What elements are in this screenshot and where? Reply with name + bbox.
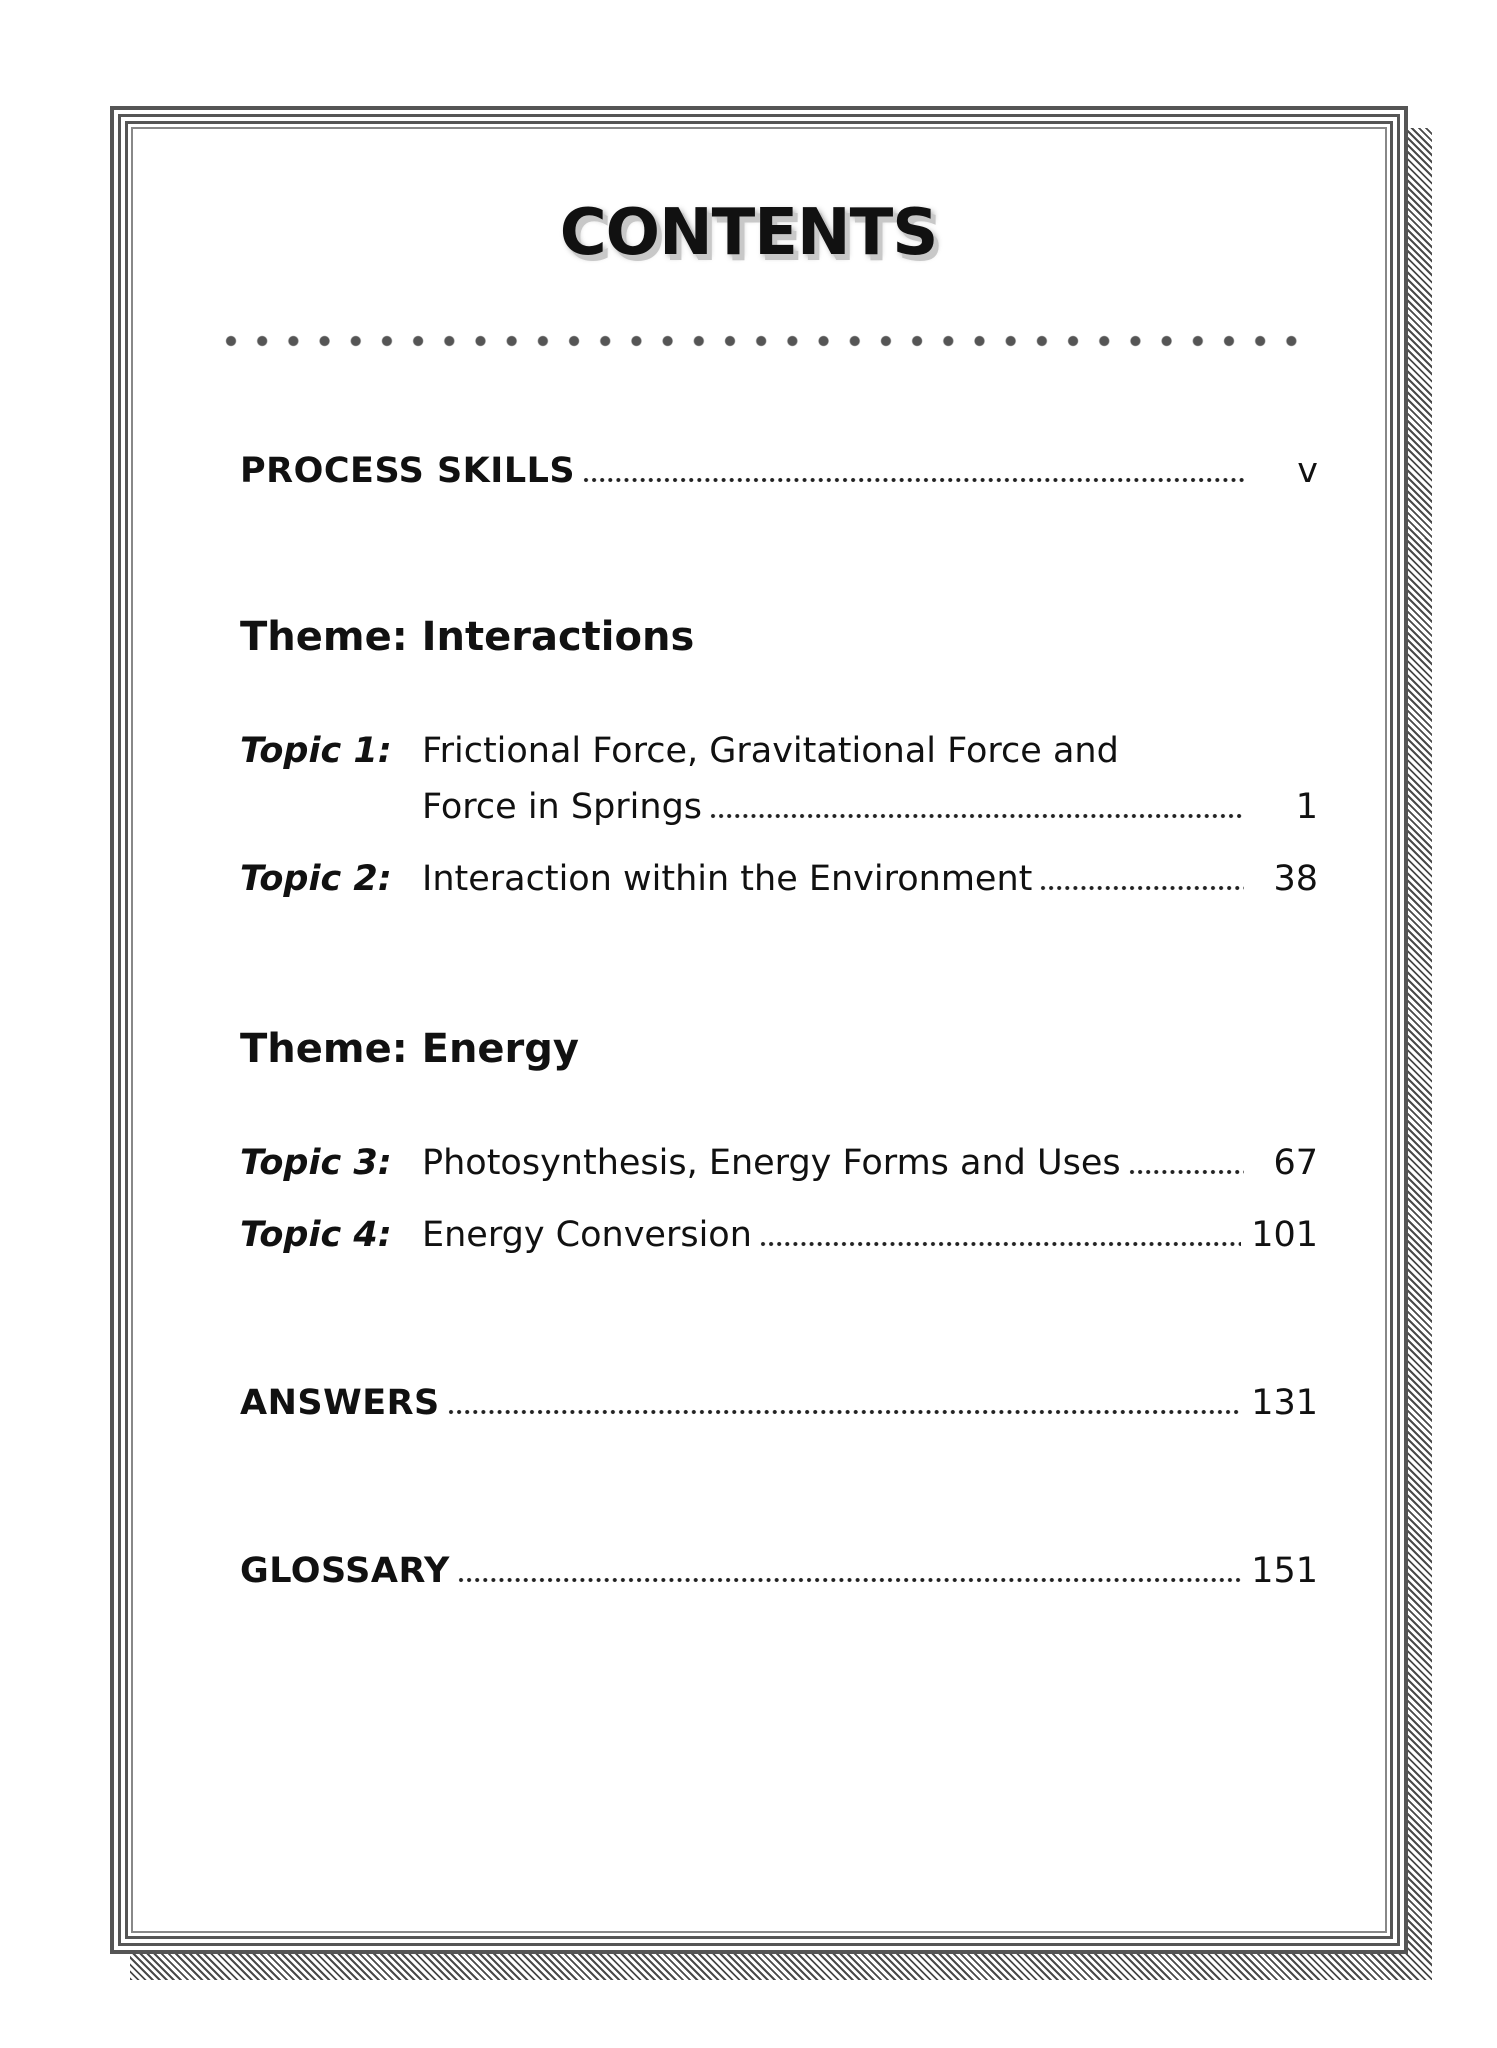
theme-heading-energy: Theme: Energy	[240, 1026, 579, 1072]
dot-leader	[583, 476, 1244, 484]
topic-title: Photosynthesis, Energy Forms and Uses	[422, 1143, 1121, 1183]
page-title: CONTENTS	[559, 196, 938, 270]
dot-leader	[448, 1408, 1241, 1416]
topic-label: Topic 1:	[240, 731, 392, 771]
toc-entry-answers[interactable]	[240, 1378, 1318, 1428]
toc-entry-label: PROCESS SKILLS	[240, 451, 576, 491]
theme-heading-interactions: Theme: Interactions	[240, 614, 695, 660]
toc-entry-topic-1-line-2[interactable]	[240, 782, 1318, 832]
topic-label: Topic 4:	[240, 1215, 392, 1255]
toc-page-number: 131	[1251, 1383, 1318, 1423]
topic-label: Topic 3:	[240, 1143, 392, 1183]
toc-entry-topic-2[interactable]	[240, 854, 1318, 904]
toc-entry-topic-1-line-1[interactable]	[240, 726, 1318, 776]
topic-label: Topic 2:	[240, 859, 392, 899]
topic-title-line-2: Force in Springs	[422, 787, 703, 827]
toc-page-number: 101	[1251, 1215, 1318, 1255]
toc-entry-label: ANSWERS	[240, 1383, 440, 1423]
toc-page-number: 1	[1295, 787, 1318, 827]
toc-page-number: 151	[1251, 1551, 1318, 1591]
toc-page-number: 38	[1273, 859, 1318, 899]
dot-leader	[710, 812, 1244, 820]
toc-page-number: v	[1297, 451, 1318, 491]
topic-title: Energy Conversion	[422, 1215, 752, 1255]
title-dot-divider	[225, 335, 1315, 347]
dot-leader	[760, 1240, 1241, 1248]
toc-entry-process-skills[interactable]	[240, 446, 1318, 496]
dot-leader	[458, 1576, 1241, 1584]
dot-leader	[1129, 1168, 1244, 1176]
topic-title: Interaction within the Environment	[422, 859, 1033, 899]
topic-title-line-1: Frictional Force, Gravitational Force and	[422, 731, 1119, 771]
dot-leader	[1040, 884, 1244, 892]
toc-entry-topic-3[interactable]	[240, 1138, 1318, 1188]
toc-page-number: 67	[1273, 1143, 1318, 1183]
toc-entry-label: GLOSSARY	[240, 1551, 450, 1591]
toc-entry-glossary[interactable]	[240, 1546, 1318, 1596]
toc-entry-topic-4[interactable]	[240, 1210, 1318, 1260]
